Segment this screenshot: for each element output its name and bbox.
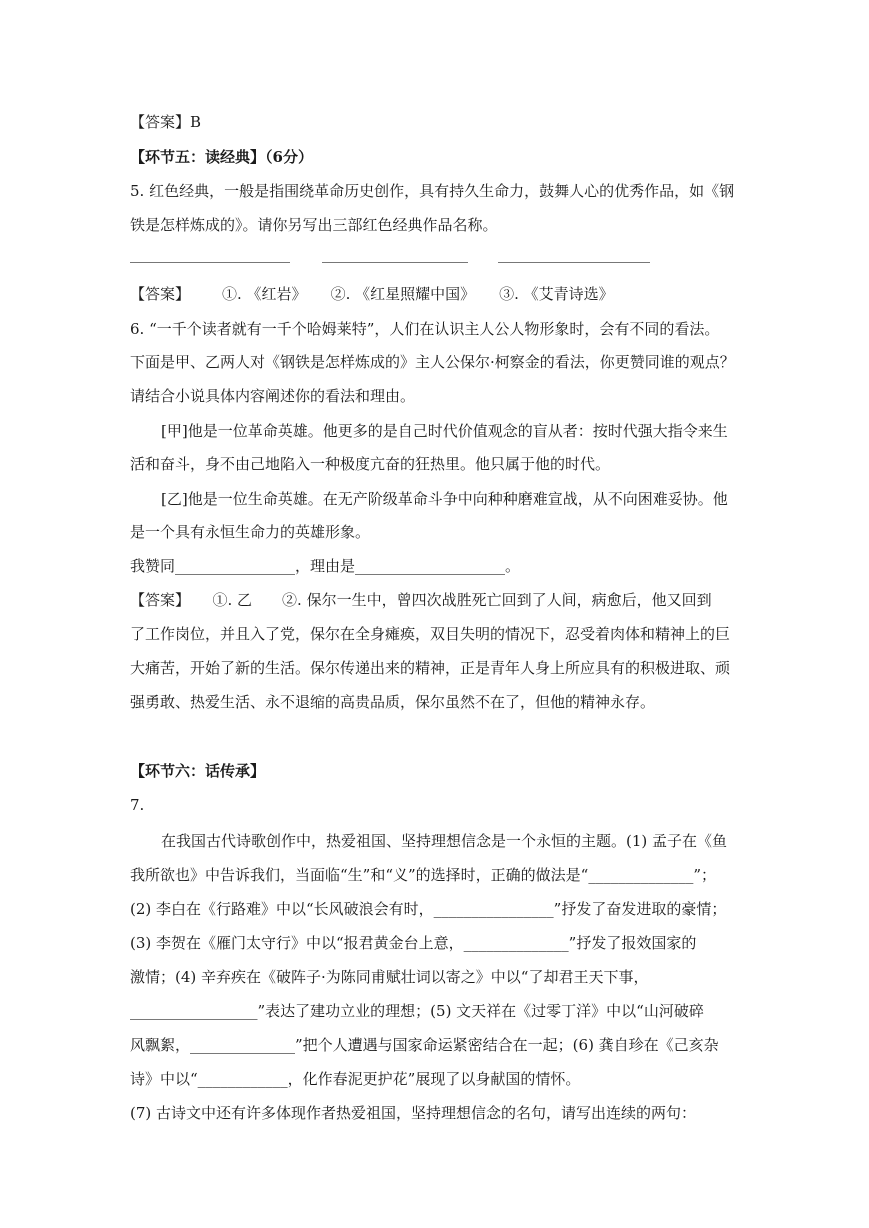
q7-line3: (2) 李白在《行路难》中以“长风破浪会有时，________________”抒发了奋发进取的豪情； [130, 900, 727, 918]
q6-answer-1: 【答案】 ①. 乙 ②. 保尔一生中，曾四次战胜死亡回到了人间，病愈后，他又回到 [130, 591, 712, 609]
q6-yi-2: 是一个具有永恒生命力的英雄形象。 [130, 523, 371, 541]
q5-answer-3: ③. 《艾青诗选》 [499, 285, 614, 303]
q7-line7: 风飘絮，______________”把个人遭遇与国家命运紧密结合在一起；(6) 龚自珍在《己亥杂 [130, 1036, 719, 1054]
q6-line3: 请结合小说具体内容阐述你的看法和理由。 [130, 387, 416, 405]
section5-title: 【环节五：读经典】（6分） [130, 148, 313, 166]
q6-line2: 下面是甲、乙两人对《钢铁是怎样炼成的》主人公保尔·柯察金的看法，你更赞同谁的观点？ [130, 353, 735, 371]
q7-line5: 激情；(4) 辛弃疾在《破阵子·为陈同甫赋壮词以寄之》中以“了却君王天下事， [130, 968, 649, 986]
q7-line9: (7) 古诗文中还有许多体现作者热爱祖国，坚持理想信念的名句，请写出连续的两句： [130, 1104, 697, 1122]
q7-line8: 诗》中以“____________，化作春泥更护花”展现了以身献国的情怀。 [130, 1070, 581, 1088]
q6-fill-line: 我赞同________________，理由是____________________。 [130, 557, 521, 575]
q6-answer-2: 了工作岗位，并且入了党，保尔在全身瘫痪，双目失明的情况下，忍受着肉体和精神上的巨 [130, 625, 731, 643]
q7-number: 7. [130, 796, 145, 814]
q6-yi-1: [乙]他是一位生命英雄。在无产阶级革命斗争中向种种磨难宣战，从不向困难妥协。他 [161, 490, 728, 508]
q5-line2: 铁是怎样炼成的》。请你另写出三部红色经典作品名称。 [130, 216, 498, 234]
q6-answer-4: 强勇敢、热爱生活、永不退缩的高贵品质，保尔虽然不在了，但他的精神永存。 [130, 693, 656, 711]
q7-line2: 我所欲也》中告诉我们，当面临“生”和“义”的选择时，正确的做法是“______________”； [130, 866, 717, 884]
q6-jia-1: [甲]他是一位革命英雄。他更多的是自己时代价值观念的盲从者：按时代强大指令来生 [161, 422, 728, 440]
q5-line1: 5. 红色经典，一般是指围绕革命历史创作，具有持久生命力，鼓舞人心的优秀作品，如《钢 [130, 182, 735, 200]
section6-title: 【环节六：话传承】 [130, 762, 266, 780]
answer-blank-2 [322, 262, 468, 263]
answer-blank-3 [498, 262, 650, 263]
q6-answer-3: 大痛苦，开始了新的生活。保尔传递出来的精神，正是青年人身上所应具有的积极进取、顽 [130, 659, 731, 677]
q6-line1: 6. “一千个读者就有一千个哈姆莱特”，人们在认识主人公人物形象时，会有不同的看法。 [130, 320, 720, 338]
q6-jia-2: 活和奋斗，身不由己地陷入一种极度亢奋的狂热里。他只属于他的时代。 [130, 455, 611, 473]
q7-line6: _________________”表达了建功立业的理想；(5) 文天祥在《过零丁洋》中以“山河破碎 [130, 1002, 704, 1020]
q5-answer-1: ①. 《红岩》 [222, 285, 307, 303]
q5-answer-2: ②. 《红星照耀中国》 [330, 285, 476, 303]
q7-line1: 在我国古代诗歌创作中，热爱祖国、坚持理想信念是一个永恒的主题。(1) 孟子在《鱼 [161, 832, 728, 850]
q5-answer-row [130, 283, 614, 305]
answer-b: 【答案】B [130, 113, 202, 131]
q5-answer-label: 【答案】 [130, 285, 191, 303]
answer-blank-1 [130, 262, 290, 263]
q7-line4: (3) 李贺在《雁门太守行》中以“报君黄金台上意，______________”抒发了报效国家的 [130, 934, 697, 952]
